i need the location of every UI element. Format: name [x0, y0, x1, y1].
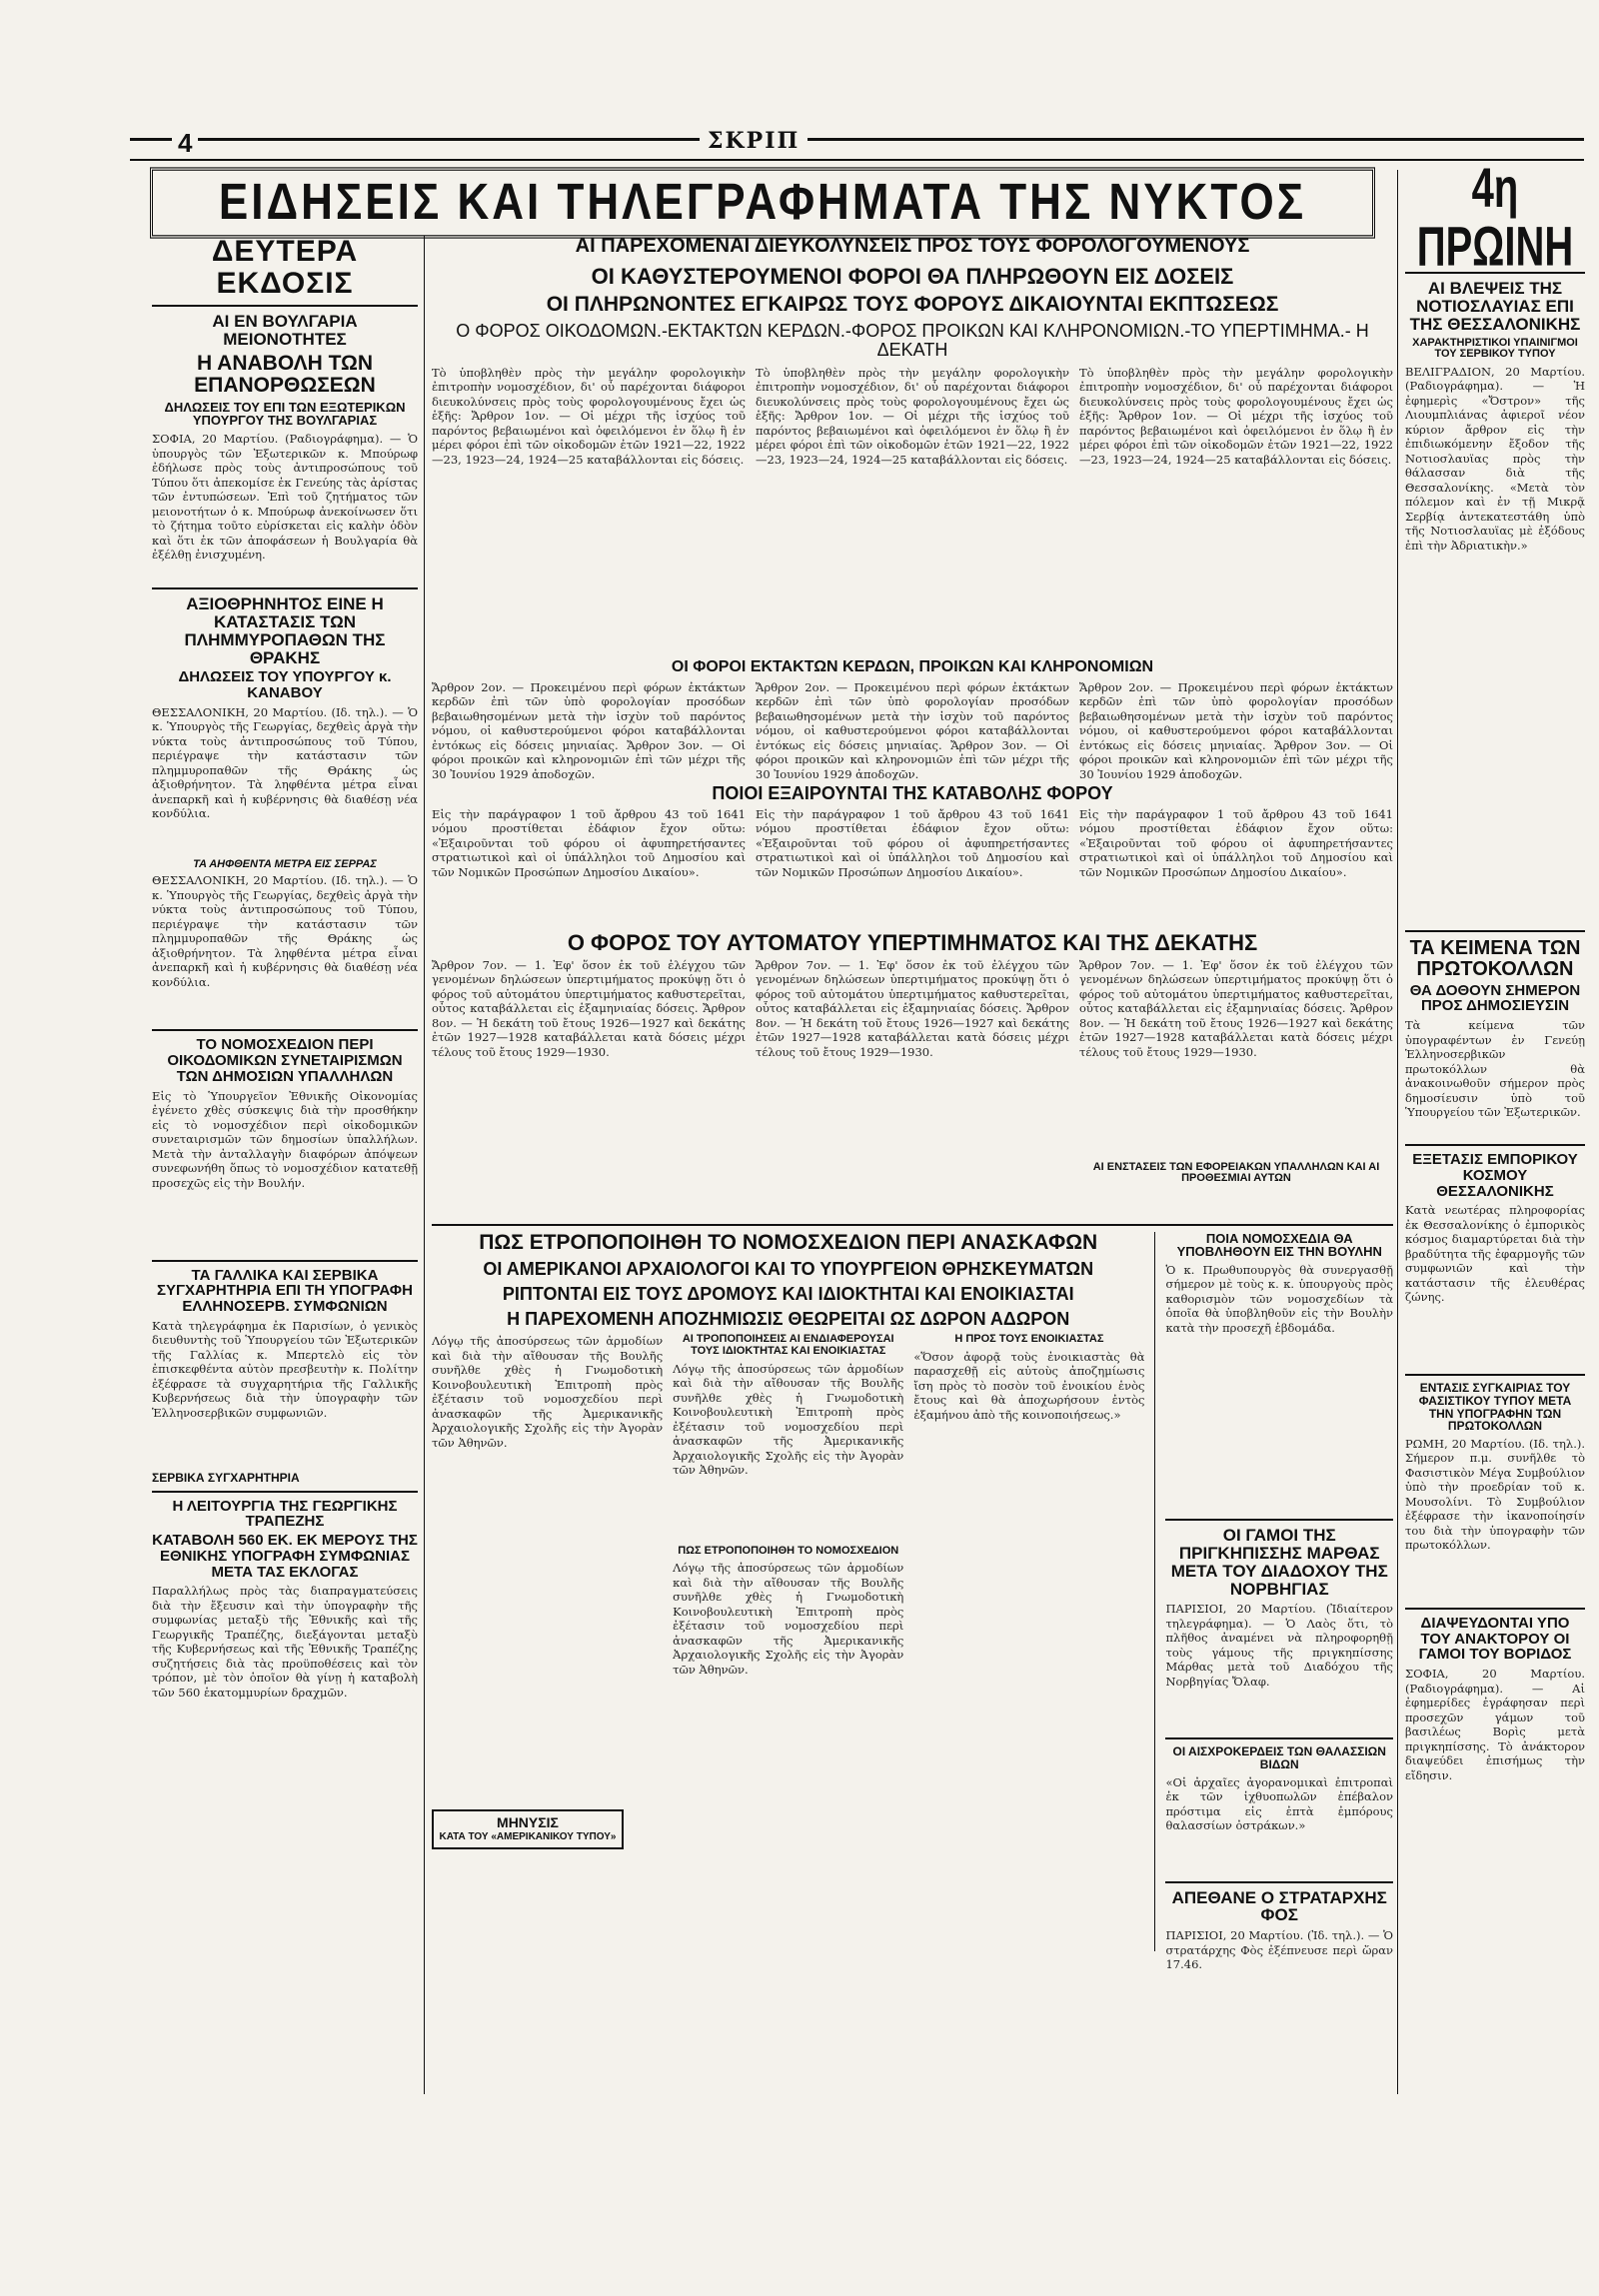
subheadline: ΧΑΡΑΚΤΗΡΙΣΤΙΚΟΙ ΥΠΑΙΝΙΓΜΟΙ ΤΟΥ ΣΕΡΒΙΚΟΥ ΤΥΠΟΥ — [1412, 336, 1578, 361]
article-text: Ἄρθρον 7ον. — 1. Ἐφ' ὅσον ἐκ τοῦ ἐλέγχου τῶν γενομένων δηλώσεων ὑπερτιμήματος προκύψῃ ὅτι ὁ φόρος τοῦ αὐτομάτου ὑπερτιμήματος καθυστερεῖται, οὗτος καταβάλλεται εἰς ἑξαμηνιαίας δόσεις. Ἄρθρον 8ον. — Ἡ δεκάτη τοῦ ἔτους 1926—1927 καὶ δεκάτης ἐτῶν 1927—1928 καταβάλλεται κατὰ δόσεις μέχρι τέλους τοῦ ἔτους 1929—1930. — [756, 957, 1069, 1059]
subheading: ΤΑ ΑΗΦΘΕΝΤΑ ΜΕΤΡΑ ΕΙΣ ΣΕΡΡΑΣ — [193, 857, 377, 870]
column-rule — [424, 236, 425, 2094]
article-text: «Οἱ ἀρχαῖες ἀγορανομικαὶ ἐπιτροπαὶ ἐκ τῶν ἰχθυοπωλῶν ἐπέβαλον πρόστιμα εἰς ἐπτὰ ἐμπόρους θαλασσίων ὀστράκων.» — [1165, 1774, 1393, 1833]
article-text: Ἄρθρον 7ον. — 1. Ἐφ' ὅσον ἐκ τοῦ ἐλέγχου τῶν γενομένων δηλώσεων ὑπερτιμήματος προκύψῃ ὅτι ὁ φόρος τοῦ αὐτομάτου ὑπερτιμήματος καθυστερεῖται, οὗτος καταβάλλεται εἰς ἑξαμηνιαίας δόσεις. Ἄρθρον 8ον. — Ἡ δεκάτη τοῦ ἔτους 1926—1927 καὶ δεκάτης ἐτῶν 1927—1928 καταβάλλεται κατὰ δόσεις μέχρι τέλους τοῦ ἔτους 1929—1930. — [432, 957, 746, 1059]
tax-article-columns — [432, 680, 1393, 780]
headline: ΑΙ ΕΝ ΒΟΥΛΓΑΡΙΑ ΜΕΙΟΝΟΤΗΤΕΣ — [212, 312, 358, 349]
headline: ΠΩΣ ΕΤΡΟΠΟΠΟΙΗΘΗ ΤΟ ΝΟΜΟΣΧΕΔΙΟΝ ΠΕΡΙ ΑΝΑΣΚΑΦΩΝ — [479, 1230, 1098, 1254]
article-text: ΘΕΣΣΑΛΟΝΙΚΗ, 20 Μαρτίου. (Ιδ. τηλ.). — Ὁ κ. Ὑπουργὸς τῆς Γεωργίας, δεχθεὶς ἀργὰ τὴν νύκτα τοὺς ἀντιπροσώπους τοῦ Τύπου, περιέγραψε τὴν κατάστασιν τῶν πλημμυροπαθῶν τῆς Θράκης ὡς ἀξιοθρήνητον. Τὰ ληφθέντα μέτρα εἶναι ἀνεπαρκῆ καὶ ἡ κυβέρνησις θὰ διαθέσῃ νέα κονδύλια. — [152, 704, 418, 821]
divider — [152, 587, 418, 589]
headline: ΟΙ ΦΟΡΟΙ ΕΚΤΑΚΤΩΝ ΚΕΡΔΩΝ, ΠΡΟΙΚΩΝ ΚΑΙ ΚΛΗΡΟΝΟΜΙΩΝ — [671, 657, 1154, 675]
headline: Η ΑΝΑΒΟΛΗ ΤΩΝ ΕΠΑΝΟΡΘΩΣΕΩΝ — [194, 351, 376, 397]
headline: ΕΞΕΤΑΣΙΣ ΕΜΠΟΡΙΚΟΥ ΚΟΣΜΟΥ ΘΕΣΣΑΛΟΝΙΚΗΣ — [1412, 1151, 1578, 1200]
article-text: ΣΟΦΙΑ, 20 Μαρτίου. (Ραδιογράφημα). — Αἱ ἐφημερίδες ἐγράφησαν περὶ προσεχῶν γάμων τοῦ βασιλέως Βορὶς μετὰ πριγκηπίσσης. Τὸ ἀνάκτορον διαψεύδει ἐπισήμως τὴν εἴδησιν. — [1405, 1667, 1585, 1782]
headline: ΟΙ ΑΙΣΧΡΟΚΕΡΔΕΙΣ ΤΩΝ ΘΑΛΑΣΣΙΩΝ ΒΙΔΩΝ — [1172, 1744, 1386, 1771]
headline: Η ΠΑΡΕΧΟΜΕΝΗ ΑΠΟΖΗΜΙΩΣΙΣ ΘΕΩΡΕΙΤΑΙ ΩΣ ΔΩΡΟΝ ΑΔΩΡΟΝ — [507, 1308, 1070, 1329]
headline: ΟΙ ΠΛΗΡΩΝΟΝΤΕΣ ΕΓΚΑΙΡΩΣ ΤΟΥΣ ΦΟΡΟΥΣ ΔΙΚΑΙΟΥΝΤΑΙ ΕΚΠΤΩΣΕΩΣ — [546, 293, 1279, 317]
article-text: Τὸ ὑποβληθὲν πρὸς τὴν μεγάλην φορολογικὴν ἐπιτροπὴν νομοσχέδιον, δι' οὗ παρέχονται διάφοροι διευκολύνσεις πρὸς τοὺς φορολογουμένους ἔχει ὡς ἑξῆς: Ἄρθρον 1ον. — Οἱ μέχρι τῆς ἰσχύος τοῦ παρόντος βεβαιωμένοι καὶ ὀφειλόμενοι ἐν ὅλῳ ἢ ἐν μέρει φόροι ἐπὶ τῶν οἰκοδομῶν ἐτῶν 1921—22, 1922—23, 1923—24, 1924—25 καταβάλλονται εἰς δόσεις. — [432, 365, 746, 467]
notice-subtitle: ΚΑΤΑ ΤΟΥ «ΑΜΕΡΙΚΑΝΙΚΟΥ ΤΥΠΟΥ» — [439, 1831, 617, 1843]
subheading: ΠΩΣ ΕΤΡΟΠΟΠΟΙΗΘΗ ΤΟ ΝΟΜΟΣΧΕΔΙΟΝ — [678, 1544, 899, 1557]
divider — [1165, 1881, 1393, 1883]
headline: ΤΑ ΓΑΛΛΙΚΑ ΚΑΙ ΣΕΡΒΙΚΑ ΣΥΓΧΑΡΗΤΗΡΙΑ ΕΠΙ ΤΗ ΥΠΟΓΡΑΦΗ ΕΛΛΗΝΟΣΕΡΒ. ΣΥΜΦΩΝΙΩΝ — [157, 1266, 413, 1316]
lower-center — [432, 1232, 1393, 1989]
article-text: Λόγῳ τῆς ἀποσύρσεως τῶν ἀρμοδίων καὶ διὰ τὴν αἴθουσαν τῆς Βουλῆς συνῆλθε χθὲς ἡ Γνωμοδοτικὴ Κοινοβουλευτικὴ Ἐπιτροπὴ πρὸς ἐξέτασιν τοῦ νομοσχεδίου περὶ ἀνασκαφῶν τῆς Ἀμερικανικῆς Ἀρχαιολογικῆς Σχολῆς εἰς τὴν Ἀγορὰν τῶν Ἀθηνῶν. — [432, 1334, 664, 1450]
divider — [152, 1029, 418, 1031]
headline: ΠΟΙΑ ΝΟΜΟΣΧΕΔΙΑ ΘΑ ΥΠΟΒΛΗΘΟΥΝ ΕΙΣ ΤΗΝ ΒΟΥΛΗΝ — [1176, 1230, 1382, 1260]
article-text: ΒΕΛΙΓΡΑΔΙΟΝ, 20 Μαρτίου. (Ραδιογράφημα). — Ἡ ἐφημερὶς «Ὄστρον» τῆς Λιουμπλιάνας ἀφιεροῖ νέον κύριον ἄρθρον εἰς τὴν ἐπιδιωκόμενην ἔξοδον τῆς Νοτιοσλαυϊας πρὸς τὴν θάλασσαν διὰ τῆς Θεσσαλονίκης. «Μετὰ τὸν πόλεμον καὶ ἐν τῇ Μικρᾷ Σερβίᾳ ἀντεκατεστάθη ὑπὸ τῆς Νοτιοσλαυϊας μὲ ἐξόδους ἐπὶ τὴν Ἀδριατικὴν.» — [1405, 364, 1585, 553]
tax-article-columns — [432, 807, 1393, 927]
article-text: Εἰς τὴν παράγραφον 1 τοῦ ἄρθρου 43 τοῦ 1641 νόμου προστίθεται ἐδάφιον ἔχον οὕτω: «Ἐξαιροῦνται τοῦ φόρου οἱ ἀφυπηρετήσαντες στρατιωτικοὶ καὶ οἱ ὑπάλληλοι τοῦ Δημοσίου καὶ τῶν Νομικῶν Προσώπων Δημοσίου Δικαίου». — [432, 806, 746, 879]
headline: Ο ΦΟΡΟΣ ΤΟΥ ΑΥΤΟΜΑΤΟΥ ΥΠΕΡΤΙΜΗΜΑΤΟΣ ΚΑΙ ΤΗΣ ΔΕΚΑΤΗΣ — [567, 929, 1258, 955]
subheading: ΑΙ ΤΡΟΠΟΠΟΙΗΣΕΙΣ ΑΙ ΕΝΔΙΑΦΕΡΟΥΣΑΙ ΤΟΥΣ ΙΔΙΟΚΤΗΤΑΣ ΚΑΙ ΕΝΟΙΚΙΑΣΤΑΣ — [682, 1333, 894, 1357]
article-text: ΠΑΡΙΣΙΟΙ, 20 Μαρτίου. (Ἰδ. τηλ.). — Ὁ στρατάρχης Φὸς ἐξέπνευσε περὶ ὥραν 17.46. — [1165, 1928, 1393, 1972]
notice-title: ΜΗΝΥΣΙΣ — [497, 1814, 559, 1831]
notice-box — [432, 1809, 624, 1848]
divider — [152, 305, 418, 307]
divider — [1165, 1519, 1393, 1521]
subheadline: ΔΗΛΩΣΕΙΣ ΤΟΥ ΕΠΙ ΤΩΝ ΕΞΩΤΕΡΙΚΩΝ ΥΠΟΥΡΓΟΥ ΤΗΣ ΒΟΥΛΓΑΡΙΑΣ — [164, 399, 406, 429]
paper-name: ΣΚΡΙΠ — [700, 128, 807, 154]
article-text: Παραλλήλως πρὸς τὰς διαπραγματεύσεις διὰ τὴν ἔξευσιν καὶ τὴν ὑπογραφὴν τῆς συμφωνίας μεταξὺ τῆς Ἐθνικῆς καὶ τῆς Γεωργικῆς Τραπέζης, διεξάγονται μεταξὺ τῆς Κυβερνήσεως καὶ τῆς Ἐθνικῆς Τραπέζης συζητήσεις διὰ τὰς προϋποθέσεις καὶ τὸν τρόπον, μὲ τὸν ὁποῖον θὰ γίνῃ ἡ καταβολὴ τῶν 560 ἑκατομμυρίων δραχμῶν. — [152, 1584, 418, 1700]
headline: ΠΟΙΟΙ ΕΞΑΙΡΟΥΝΤΑΙ ΤΗΣ ΚΑΤΑΒΟΛΗΣ ΦΟΡΟΥ — [712, 782, 1113, 803]
headline: ΑΠΕΘΑΝΕ Ο ΣΤΡΑΤΑΡΧΗΣ ΦΟΣ — [1171, 1887, 1387, 1925]
tax-article-columns — [432, 958, 1393, 1218]
article-text: Τὸ ὑποβληθὲν πρὸς τὴν μεγάλην φορολογικὴν ἐπιτροπὴν νομοσχέδιον, δι' οὗ παρέχονται διάφοροι διευκολύνσεις πρὸς τοὺς φορολογουμένους ἔχει ὡς ἑξῆς: Ἄρθρον 1ον. — Οἱ μέχρι τῆς ἰσχύος τοῦ παρόντος βεβαιωμένοι καὶ ὀφειλόμενοι ἐν ὅλῳ ἢ ἐν μέρει φόροι ἐπὶ τῶν οἰκοδομῶν ἐτῶν 1921—22, 1922—23, 1923—24, 1924—25 καταβάλλονται εἰς δόσεις. — [1079, 365, 1393, 467]
news-briefs — [1165, 1232, 1393, 1989]
divider — [152, 1491, 418, 1493]
article-text: «Ὅσον ἀφορᾷ τοὺς ἐνοικιαστὰς θὰ παρασχεθῇ εἰς αὐτοὺς ἀποζημίωσις ἴση πρὸς τὸ ποσὸν τοῦ ἐνοικίου ἑνὸς ἔτους καὶ θὰ ἀποχωρήσουν ἐντὸς ἑξαμήνου ἀπὸ τῆς κοινοποιήσεως.» — [913, 1349, 1145, 1422]
headline: ΕΝΤΑΣΙΣ ΣΥΓΚΑΙΡΙΑΣ ΤΟΥ ΦΑΣΙΣΤΙΚΟΥ ΤΥΠΟΥ ΜΕΤΑ ΤΗΝ ΥΠΟΓΡΑΦΗΝ ΤΩΝ ΠΡΩΤΟΚΟΛΛΩΝ — [1418, 1381, 1572, 1434]
left-column — [152, 236, 418, 1813]
headline: ΑΙ ΒΛΕΨΕΙΣ ΤΗΣ ΝΟΤΙΟΣΛΑΥΙΑΣ ΕΠΙ ΤΗΣ ΘΕΣΣΑΛΟΝΙΚΗΣ — [1409, 279, 1581, 334]
right-column — [1405, 157, 1585, 1806]
headline: ΔΙΑΨΕΥΔΟΝΤΑΙ ΥΠΟ ΤΟΥ ΑΝΑΚΤΟΡΟΥ ΟΙ ΓΑΜΟΙ ΤΟΥ ΒΟΡΙΔΟΣ — [1418, 1614, 1572, 1664]
column-rule — [1397, 170, 1398, 2094]
headline: ΟΙ ΑΜΕΡΙΚΑΝΟΙ ΑΡΧΑΙΟΛΟΓΟΙ ΚΑΙ ΤΟ ΥΠΟΥΡΓΕΙΟΝ ΘΡΗΣΚΕΥΜΑΤΩΝ — [483, 1258, 1094, 1279]
headline: 4η ΠΡΩΙΝΗ — [1416, 157, 1574, 279]
tax-article-columns — [432, 366, 1393, 655]
article-text: ΡΩΜΗ, 20 Μαρτίου. (Ιδ. τηλ.). Σήμερον π.μ. συνῆλθε τὸ Φασιστικὸν Μέγα Συμβούλιον ὑπὸ τὴν προεδρίαν τοῦ κ. Μουσολίνι. Τὸ Συμβούλιον ἐξέφρασε τὴν ἱκανοποίησίν του διὰ τὴν ὑπογραφὴν τῶν πρωτοκόλλων. — [1405, 1436, 1585, 1553]
divider — [152, 1260, 418, 1262]
subheadline: ΔΗΛΩΣΕΙΣ ΤΟΥ ΥΠΟΥΡΓΟΥ κ. ΚΑΝΑΒΟΥ — [178, 668, 392, 702]
headline: ΤΑ ΚΕΙΜΕΝΑ ΤΩΝ ΠΡΩΤΟΚΟΛΛΩΝ — [1409, 936, 1581, 980]
article-text: Ἄρθρον 2ον. — Προκειμένου περὶ φόρων ἐκτάκτων κερδῶν ἐπὶ τῶν ὑπὸ φορολογίαν προσόδων βεβαιωθησομένων μετὰ τὴν ἰσχὺν τοῦ παρόντος νόμου, οἱ καθυστερούμενοι φόροι καταβάλλονται ἐντόκως εἰς δόσεις μηνιαίας. Ἄρθρον 3ον. — Οἱ φόροι προικῶν καὶ κληρονομιῶν ἐπὶ τῶν μέχρι τῆς 30 Ἰουνίου 1929 ἀποδοχῶν. — [1079, 679, 1393, 780]
center-block — [432, 236, 1393, 1988]
headline: ΟΙ ΓΑΜΟΙ ΤΗΣ ΠΡΙΓΚΗΠΙΣΣΗΣ ΜΑΡΘΑΣ ΜΕΤΑ ΤΟΥ ΔΙΑΔΟΧΟΥ ΤΗΣ ΝΟΡΒΗΓΙΑΣ — [1170, 1525, 1388, 1599]
article-text: Ἄρθρον 2ον. — Προκειμένου περὶ φόρων ἐκτάκτων κερδῶν ἐπὶ τῶν ὑπὸ φορολογίαν προσόδων βεβαιωθησομένων μετὰ τὴν ἰσχὺν τοῦ παρόντος νόμου, οἱ καθυστερούμενοι φόροι καταβάλλονται ἐντόκως εἰς δόσεις μηνιαίας. Ἄρθρον 3ον. — Οἱ φόροι προικῶν καὶ κληρονομιῶν ἐπὶ τῶν μέχρι τῆς 30 Ἰουνίου 1929 ἀποδοχῶν. — [756, 679, 1069, 780]
subheading: ΑΙ ΕΝΣΤΑΣΕΙΣ ΤΩΝ ΕΦΟΡΕΙΑΚΩΝ ΥΠΑΛΛΗΛΩΝ ΚΑΙ ΑΙ ΠΡΟΘΕΣΜΙΑΙ ΑΥΤΩΝ — [1092, 1160, 1380, 1185]
article-text: ΘΕΣΣΑΛΟΝΙΚΗ, 20 Μαρτίου. (Ιδ. τηλ.). — Ὁ κ. Ὑπουργὸς τῆς Γεωργίας, δεχθεὶς ἀργὰ τὴν νύκτα τοὺς ἀντιπροσώπους τοῦ Τύπου, περιέγραψε τὴν κατάστασιν τῶν πλημμυροπαθῶν τῆς Θράκης ὡς ἀξιοθρήνητον. Τὰ ληφθέντα μέτρα εἶναι ἀνεπαρκῆ καὶ ἡ κυβέρνησις θὰ διαθέσῃ νέα κονδύλια. — [152, 873, 418, 989]
subheading: Η ΠΡΟΣ ΤΟΥΣ ΕΝΟΙΚΙΑΣΤΑΣ — [954, 1333, 1104, 1346]
subheading: ΣΕΡΒΙΚΑ ΣΥΓΧΑΡΗΤΗΡΙΑ — [152, 1470, 300, 1485]
headline: Η ΛΕΙΤΟΥΡΓΙΑ ΤΗΣ ΓΕΩΡΓΙΚΗΣ ΤΡΑΠΕΖΗΣ — [172, 1497, 398, 1531]
headline: ΤΟ ΝΟΜΟΣΧΕΔΙΟΝ ΠΕΡΙ ΟΙΚΟΔΟΜΙΚΩΝ ΣΥΝΕΤΑΙΡΙΣΜΩΝ ΤΩΝ ΔΗΜΟΣΙΩΝ ΥΠΑΛΛΗΛΩΝ — [167, 1036, 403, 1085]
article-text: Ὁ κ. Πρωθυπουργὸς θὰ συνεργασθῇ σήμερον μὲ τοὺς κ. κ. ὑπουργοὺς πρὸς καθορισμὸν τῶν νομοσχεδίων τὰ ὁποῖα θὰ ὑποβληθοῦν εἰς τὴν Βουλὴν κατὰ τὴν προσεχῆ ἑβδομάδα. — [1165, 1262, 1393, 1335]
divider — [1165, 1737, 1393, 1739]
article-text: Κατὰ τηλεγράφημα ἐκ Παρισίων, ὁ γενικὸς διευθυντὴς τοῦ Ὑπουργείου τῶν Ἐξωτερικῶν τῆς Γαλλίας κ. Μπερτελὸ εἰς τὸν ἐπισκεφθέντα αὐτὸν πρεσβευτὴν κ. Πολίτην ἐξέφρασε τὰ συγχαρητήρια τῆς Γαλλικῆς Κυβερνήσεως διὰ τὴν ὑπογραφὴν τῶν Ἑλληνοσερβικῶν συμφωνιῶν. — [152, 1318, 418, 1420]
section-banner: ΕΙΔΗΣΕΙΣ ΚΑΙ ΤΗΛΕΓΡΑΦΗΜΑΤΑ ΤΗΣ ΝΥΚΤΟΣ — [150, 167, 1375, 238]
article-text: Λόγῳ τῆς ἀποσύρσεως τῶν ἀρμοδίων καὶ διὰ τὴν αἴθουσαν τῆς Βουλῆς συνῆλθε χθὲς ἡ Γνωμοδοτικὴ Κοινοβουλευτικὴ Ἐπιτροπὴ πρὸς ἐξέτασιν τοῦ νομοσχεδίου περὶ ἀνασκαφῶν τῆς Ἀμερικανικῆς Ἀρχαιολογικῆς Σχολῆς εἰς τὴν Ἀγορὰν τῶν Ἀθηνῶν. — [673, 1361, 904, 1478]
article-text: Τὰ κείμενα τῶν ὑπογραφέντων ἐν Γενεύῃ Ἑλληνοσερβικῶν πρωτοκόλλων θὰ ἀνακοινωθοῦν σήμερον πρὸς δημοσίευσιν ὑπὸ τοῦ Ὑπουργείου τῶν Ἐξωτερικῶν. — [1405, 1018, 1585, 1120]
article-text: Ἄρθρον 2ον. — Προκειμένου περὶ φόρων ἐκτάκτων κερδῶν ἐπὶ τῶν ὑπὸ φορολογίαν προσόδων βεβαιωθησομένων μετὰ τὴν ἰσχὺν τοῦ παρόντος νόμου, οἱ καθυστερούμενοι φόροι καταβάλλονται ἐντόκως εἰς δόσεις μηνιαίας. Ἄρθρον 3ον. — Οἱ φόροι προικῶν καὶ κληρονομιῶν ἐπὶ τῶν μέχρι τῆς 30 Ἰουνίου 1929 ἀποδοχῶν. — [432, 679, 746, 780]
article-text: Κατὰ νεωτέρας πληροφορίας ἐκ Θεσσαλονίκης ὁ ἐμπορικὸς κόσμος διαμαρτύρεται διὰ τὴν βραδύτητα τῆς ἐφαρμογῆς τῶν συμφωνιῶν καὶ τὴν κατάστασιν τῆς ἐλευθέρας ζώνης. — [1405, 1203, 1585, 1305]
article-text: Εἰς τὴν παράγραφον 1 τοῦ ἄρθρου 43 τοῦ 1641 νόμου προστίθεται ἐδάφιον ἔχον οὕτω: «Ἐξαιροῦνται τοῦ φόρου οἱ ἀφυπηρετήσαντες στρατιωτικοὶ καὶ οἱ ὑπάλληλοι τοῦ Δημοσίου καὶ τῶν Νομικῶν Προσώπων Δημοσίου Δικαίου». — [1079, 806, 1393, 879]
divider — [1405, 1608, 1585, 1610]
divider — [1405, 1144, 1585, 1146]
article-text: Ἄρθρον 7ον. — 1. Ἐφ' ὅσον ἐκ τοῦ ἐλέγχου τῶν γενομένων δηλώσεων ὑπερτιμήματος προκύψῃ ὅτι ὁ φόρος τοῦ αὐτομάτου ὑπερτιμήματος καθυστερεῖται, οὗτος καταβάλλεται εἰς ἑξαμηνιαίας δόσεις. Ἄρθρον 8ον. — Ἡ δεκάτη τοῦ ἔτους 1926—1927 καὶ δεκάτης ἐτῶν 1927—1928 καταβάλλεται κατὰ δόσεις μέχρι τέλους τοῦ ἔτους 1929—1930. — [1079, 957, 1393, 1059]
masthead-rule — [130, 138, 1584, 161]
divider — [1405, 930, 1585, 932]
article-text: ΣΟΦΙΑ, 20 Μαρτίου. (Ραδιογράφημα). — Ὁ ὑπουργὸς τῶν Ἐξωτερικῶν κ. Μπούρωφ ἐδήλωσε πρὸς τοὺς ἀντιπροσώπους τοῦ Τύπου ὅτι ἀπεκομίσε ἐκ Γενεύης τὰς ἀρίστας τῶν ἐντυπώσεων. Ἐπὶ τοῦ ζητήματος τῶν μειονοτήτων ὁ κ. Μπούρωφ ἀνεκοίνωσεν ὅτι τὸ ζήτημα τοῦτο εὑρίσκεται εἰς καλὴν ὁδὸν καὶ ὅτι ἐκ τῶν ἀποφάσεων ἡ Βουλγαρία θὰ ἐξέλθῃ ἐνισχυμένη. — [152, 432, 418, 563]
excavation-article — [432, 1232, 1144, 1989]
headline: ΑΙ ΠΑΡΕΧΟΜΕΝΑΙ ΔΙΕΥΚΟΛΥΝΣΕΙΣ ΠΡΟΣ ΤΟΥΣ ΦΟΡΟΛΟΓΟΥΜΕΝΟΥΣ — [575, 235, 1250, 257]
article-text: Εἰς τὸ Ὑπουργεῖον Ἐθνικῆς Οἰκονομίας ἐγένετο χθὲς σύσκεψις διὰ τὴν προσθήκην εἰς τὸ νομοσχέδιον περὶ οἰκοδομικῶν συνεταιρισμῶν τῶν δημοσίων ὑπαλλήλων. Μετὰ τὴν ἀνταλλαγὴν διαφόρων ἀπόψεων συνεφωνήθη ὅπως τὸ νομοσχέδιον κατατεθῇ προσεχῶς εἰς τὴν Βουλήν. — [152, 1088, 418, 1190]
article-text: Εἰς τὴν παράγραφον 1 τοῦ ἄρθρου 43 τοῦ 1641 νόμου προστίθεται ἐδάφιον ἔχον οὕτω: «Ἐξαιροῦνται τοῦ φόρου οἱ ἀφυπηρετήσαντες στρατιωτικοὶ καὶ οἱ ὑπάλληλοι τοῦ Δημοσίου καὶ τῶν Νομικῶν Προσώπων Δημοσίου Δικαίου». — [756, 806, 1069, 879]
divider — [432, 1224, 1393, 1226]
article-text: Λόγῳ τῆς ἀποσύρσεως τῶν ἀρμοδίων καὶ διὰ τὴν αἴθουσαν τῆς Βουλῆς συνῆλθε χθὲς ἡ Γνωμοδοτικὴ Κοινοβουλευτικὴ Ἐπιτροπὴ πρὸς ἐξέτασιν τοῦ νομοσχεδίου περὶ ἀνασκαφῶν τῆς Ἀμερικανικῆς Ἀρχαιολογικῆς Σχολῆς εἰς τὴν Ἀγορὰν τῶν Ἀθηνῶν. — [673, 1561, 904, 1677]
headline: ΡΙΠΤΟΝΤΑΙ ΕΙΣ ΤΟΥΣ ΔΡΟΜΟΥΣ ΚΑΙ ΙΔΙΟΚΤΗΤΑΙ ΚΑΙ ΕΝΟΙΚΙΑΣΤΑΙ — [502, 1283, 1074, 1304]
page-number: 4 — [172, 128, 198, 159]
headline: ΑΞΙΟΘΡΗΝΗΤΟΣ ΕΙΝΕ Η ΚΑΤΑΣΤΑΣΙΣ ΤΩΝ ΠΛΗΜΜΥΡΟΠΑΘΩΝ ΤΗΣ ΘΡΑΚΗΣ — [184, 594, 386, 667]
article-text: Τὸ ὑποβληθὲν πρὸς τὴν μεγάλην φορολογικὴν ἐπιτροπὴν νομοσχέδιον, δι' οὗ παρέχονται διάφοροι διευκολύνσεις πρὸς τοὺς φορολογουμένους ἔχει ὡς ἑξῆς: Ἄρθρον 1ον. — Οἱ μέχρι τῆς ἰσχύος τοῦ παρόντος βεβαιωμένοι καὶ ὀφειλόμενοι ἐν ὅλῳ ἢ ἐν μέρει φόροι ἐπὶ τῶν οἰκοδομῶν ἐτῶν 1921—22, 1922—23, 1923—24, 1924—25 καταβάλλονται εἰς δόσεις. — [756, 365, 1069, 467]
article-text: ΠΑΡΙΣΙΟΙ, 20 Μαρτίου. (Ἰδιαίτερον τηλεγράφημα). — Ὁ Λαὸς ὅτι, τὸ πλῆθος ἀναμένει νὰ πληροφορηθῇ τοὺς γάμους τῆς πριγκηπίσσης Μάρθας μετὰ τοῦ Διαδόχου τῆς Νορβηγίας Ὄλαφ. — [1165, 1602, 1393, 1689]
divider — [1405, 1374, 1585, 1376]
edition-heading: ΔΕΥΤΕΡΑ ΕΚΔΟΣΙΣ — [211, 235, 359, 300]
subheadline: ΘΑ ΔΟΘΟΥΝ ΣΗΜΕΡΟΝ ΠΡΟΣ ΔΗΜΟΣΙΕΥΣΙΝ — [1409, 981, 1581, 1015]
subheadline: Ο ΦΟΡΟΣ ΟΙΚΟΔΟΜΩΝ.-ΕΚΤΑΚΤΩΝ ΚΕΡΔΩΝ.-ΦΟΡΟΣ ΠΡΟΙΚΩΝ ΚΑΙ ΚΛΗΡΟΝΟΜΙΩΝ.-ΤΟ ΥΠΕΡΤΙΜΗΜΑ.- Η ΔΕΚΑΤΗ — [456, 321, 1369, 361]
headline: ΟΙ ΚΑΘΥΣΤΕΡΟΥΜΕΝΟΙ ΦΟΡΟΙ ΘΑ ΠΛΗΡΩΘΟΥΝ ΕΙΣ ΔΟΣΕΙΣ — [591, 264, 1234, 289]
column-rule — [1154, 1232, 1155, 1951]
headline: ΚΑΤΑΒΟΛΗ 560 ΕΚ. ΕΚ ΜΕΡΟΥΣ ΤΗΣ ΕΘΝΙΚΗΣ ΥΠΟΓΡΑΦΗ ΣΥΜΦΩΝΙΑΣ ΜΕΤΑ ΤΑΣ ΕΚΛΟΓΑΣ — [152, 1532, 418, 1581]
excavation-columns — [432, 1334, 1144, 1803]
